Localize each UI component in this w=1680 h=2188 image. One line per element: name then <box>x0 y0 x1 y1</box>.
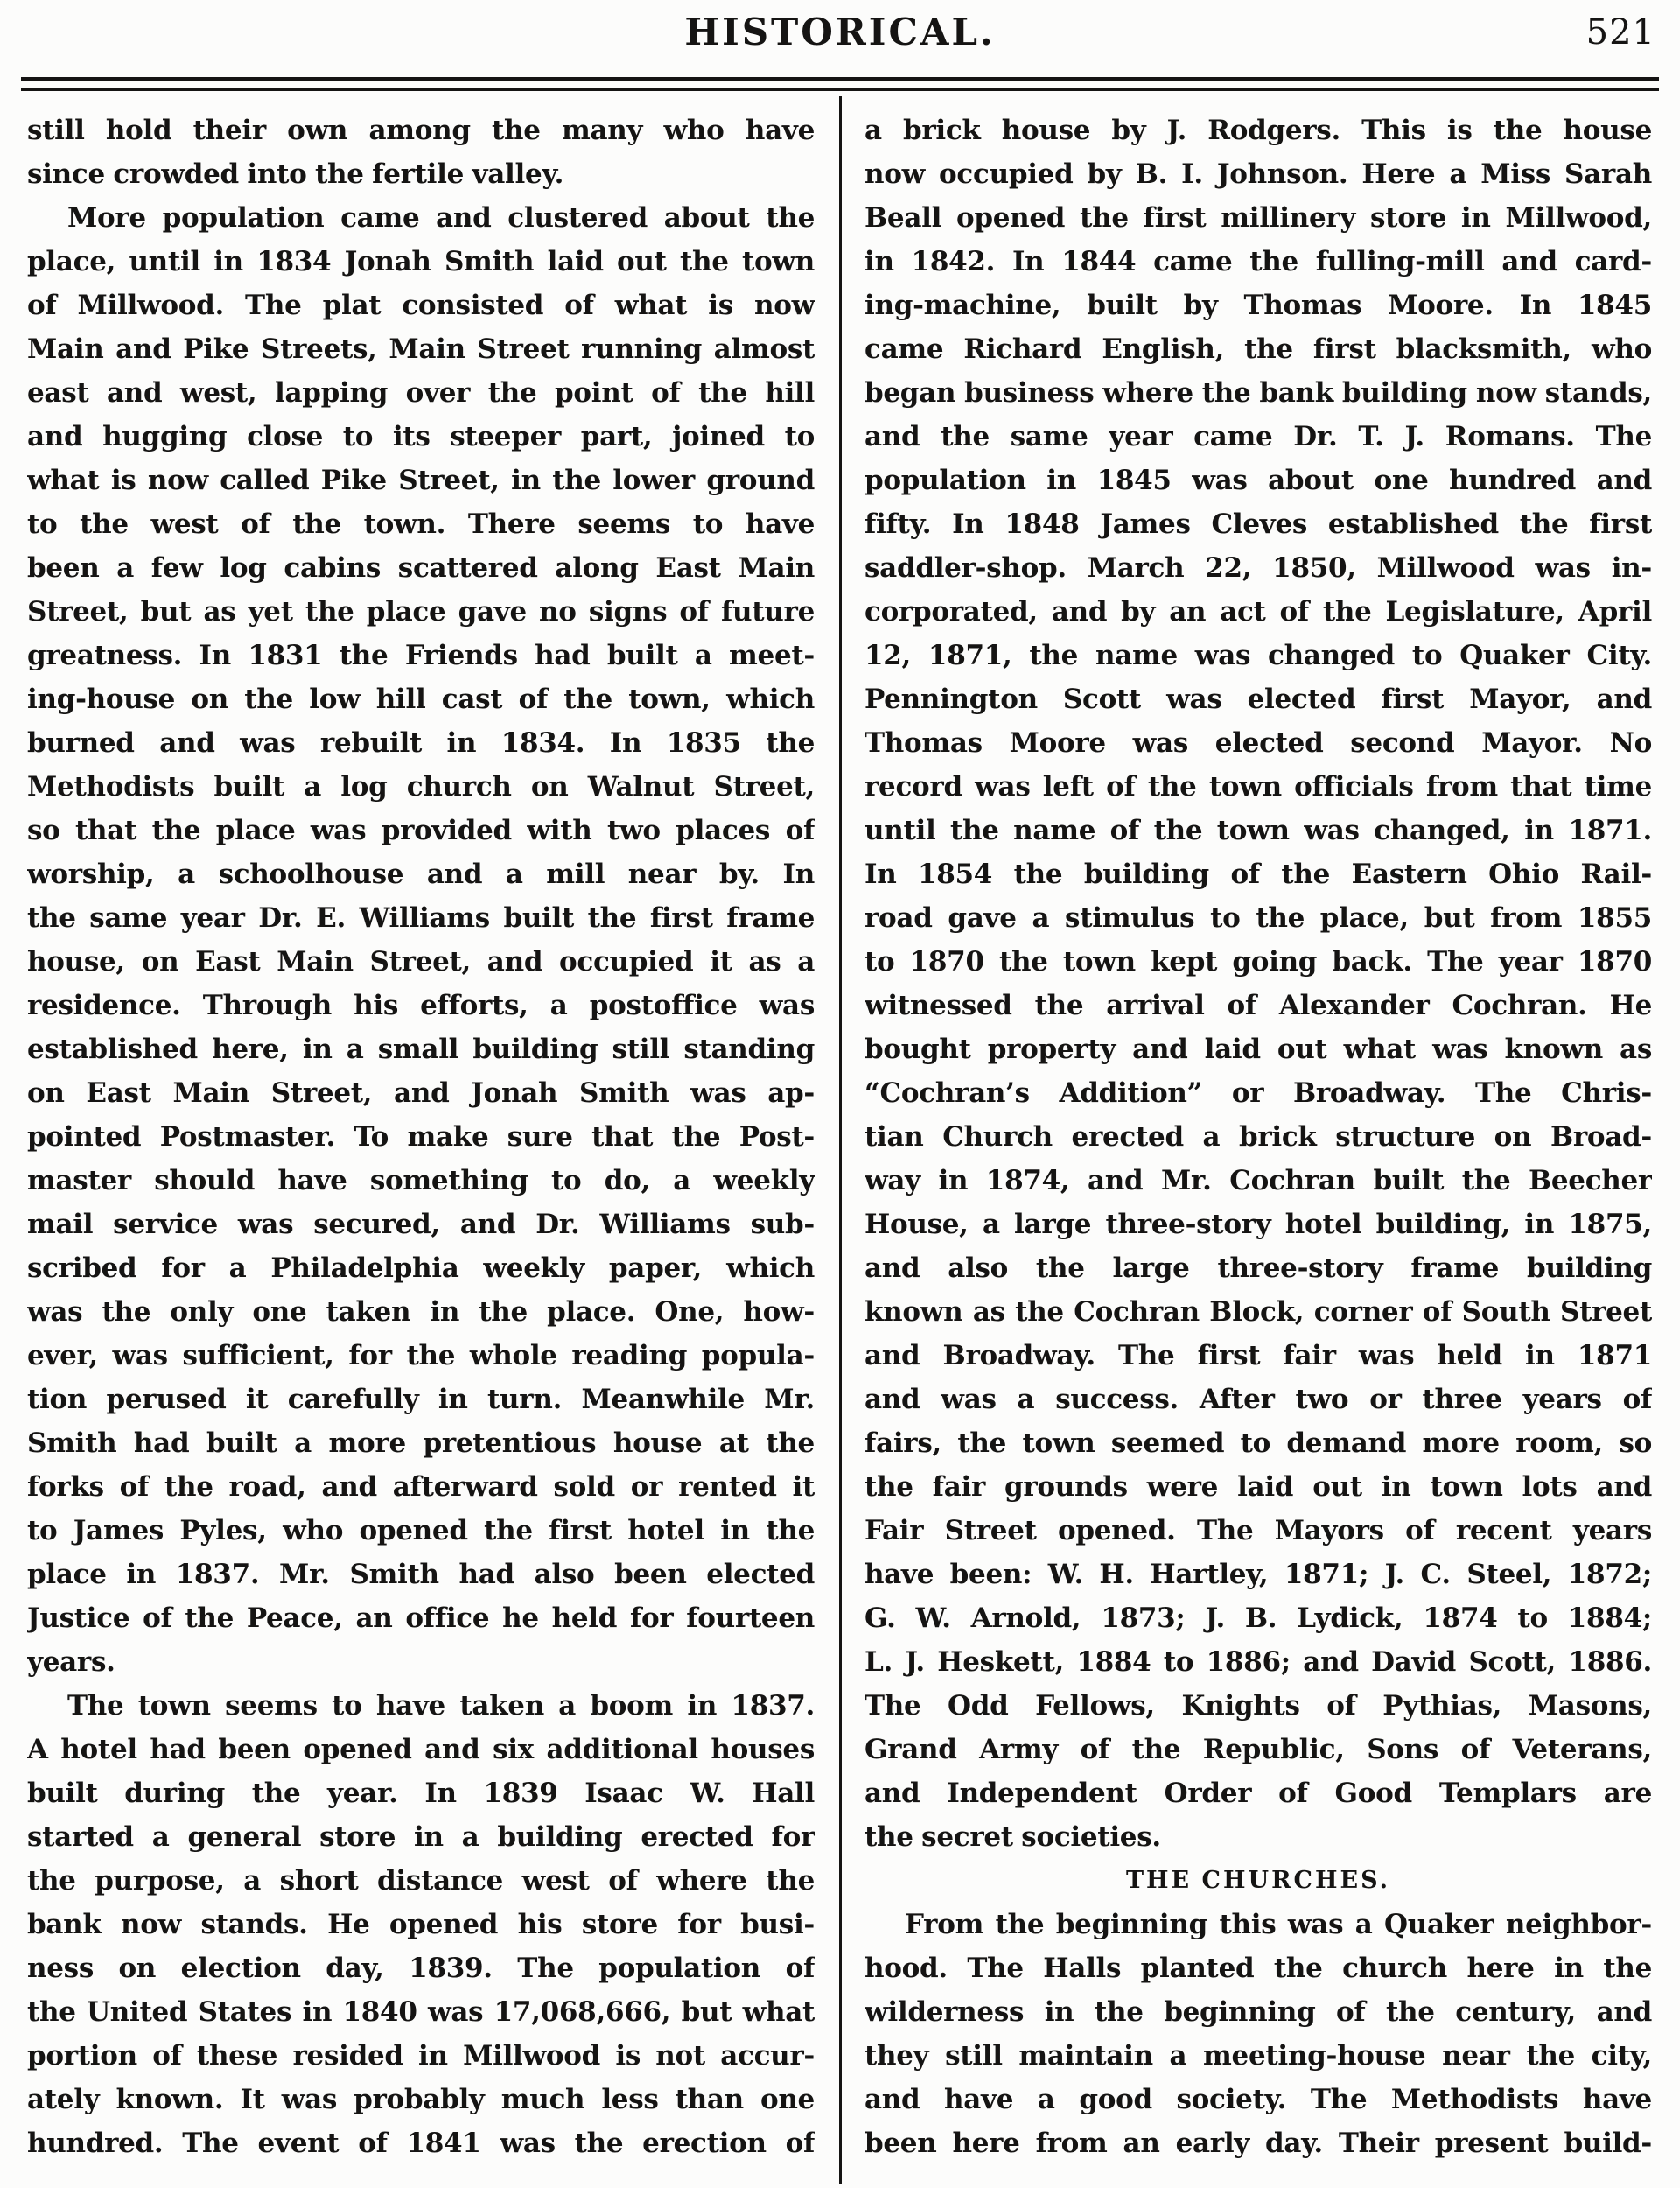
text-line: was the only one taken in the place. One, how- <box>27 1296 815 1328</box>
text-line: fifty. In 1848 James Cleves established the first <box>864 508 1652 540</box>
text-line: a brick house by J. Rodgers. This is the house <box>864 115 1652 146</box>
text-line: began business where the bank building now stands, <box>864 377 1652 409</box>
text-line: The town seems to have taken a boom in 1837. <box>67 1690 815 1722</box>
text-line: have been: W. H. Hartley, 1871; J. C. Steel, 1872; <box>864 1559 1652 1590</box>
text-line: ing-house on the low hill cast of the town, which <box>27 684 815 715</box>
right-column <box>864 109 1652 2165</box>
text-line: bought property and laid out what was known as <box>864 1034 1652 1065</box>
text-line: still hold their own among the many who have <box>27 115 815 146</box>
text-line: to 1870 the town kept going back. The year 1870 <box>864 946 1652 978</box>
text-line: been a few log cabins scattered along East Main <box>27 552 815 584</box>
left-column <box>27 109 815 2165</box>
text-line: G. W. Arnold, 1873; J. B. Lydick, 1874 to 1884; <box>864 1602 1652 1634</box>
text-line: fairs, the town seemed to demand more room, so <box>864 1427 1652 1459</box>
text-line: started a general store in a building erected for <box>27 1821 815 1853</box>
text-line: “Cochran’s Addition” or Broadway. The Chris- <box>864 1077 1652 1109</box>
text-line: ever, was sufficient, for the whole reading popula- <box>27 1340 815 1371</box>
text-line: In 1854 the building of the Eastern Ohio Rail- <box>864 859 1652 890</box>
column-divider-rule <box>839 96 842 2184</box>
text-line: road gave a stimulus to the place, but from 1855 <box>864 902 1652 934</box>
text-line: now occupied by B. I. Johnson. Here a Miss Sarah <box>864 158 1652 190</box>
page-header <box>0 11 1680 72</box>
text-line: witnessed the arrival of Alexander Cochran. He <box>864 990 1652 1021</box>
text-line: record was left of the town officials from that time <box>864 771 1652 803</box>
text-line: and hugging close to its steeper part, joined to <box>27 421 815 452</box>
text-line: to James Pyles, who opened the first hotel in the <box>27 1515 815 1546</box>
text-line: the secret societies. <box>864 1821 1161 1853</box>
text-line: came Richard English, the first blacksmith, who <box>864 333 1652 365</box>
text-line: ately known. It was probably much less than one <box>27 2084 815 2115</box>
text-line: saddler-shop. March 22, 1850, Millwood was in- <box>864 552 1652 584</box>
text-line: way in 1874, and Mr. Cochran built the Beecher <box>864 1165 1652 1196</box>
text-line: portion of these resided in Millwood is not accur- <box>27 2040 815 2072</box>
text-line: House, a large three-story hotel building, in 1875, <box>864 1209 1652 1240</box>
text-line: scribed for a Philadelphia weekly paper, which <box>27 1252 815 1284</box>
text-line: place, until in 1834 Jonah Smith laid out the town <box>27 246 815 277</box>
text-line: east and west, lapping over the point of the hill <box>27 377 815 409</box>
text-line: established here, in a small building still standing <box>27 1034 815 1065</box>
text-line: the United States in 1840 was 17,068,666, but what <box>27 1996 815 2028</box>
text-line: Thomas Moore was elected second Mayor. No <box>864 727 1652 759</box>
text-line: wilderness in the beginning of the century, and <box>864 1996 1652 2028</box>
text-line: residence. Through his efforts, a postoffice was <box>27 990 815 1021</box>
text-line: forks of the road, and afterward sold or rented it <box>27 1471 815 1503</box>
text-line: what is now called Pike Street, in the lower ground <box>27 465 815 496</box>
text-line: so that the place was provided with two places of <box>27 815 815 846</box>
text-line: in 1842. In 1844 came the fulling-mill and card- <box>864 246 1652 277</box>
text-line: THE CHURCHES. <box>1125 1867 1391 1894</box>
text-line: the fair grounds were laid out in town lots and <box>864 1471 1652 1503</box>
text-line: ing-machine, built by Thomas Moore. In 1845 <box>864 290 1652 321</box>
running-title: HISTORICAL. <box>684 11 996 53</box>
text-line: worship, a schoolhouse and a mill near by. In <box>27 859 815 890</box>
text-line: mail service was secured, and Dr. Williams sub- <box>27 1209 815 1240</box>
text-line: bank now stands. He opened his store for busi- <box>27 1909 815 1940</box>
text-line: and the same year came Dr. T. J. Romans. The <box>864 421 1652 452</box>
text-line: population in 1845 was about one hundred and <box>864 465 1652 496</box>
text-line: the purpose, a short distance west of where the <box>27 1865 815 1897</box>
text-line: tian Church erected a brick structure on Broad- <box>864 1121 1652 1153</box>
header-rule <box>21 77 1659 91</box>
text-line: The Odd Fellows, Knights of Pythias, Masons, <box>864 1690 1652 1722</box>
text-line: Fair Street opened. The Mayors of recent years <box>864 1515 1652 1546</box>
text-line: years. <box>27 1646 116 1678</box>
text-line: A hotel had been opened and six additional houses <box>27 1734 815 1765</box>
text-line: built during the year. In 1839 Isaac W. Hall <box>27 1778 815 1809</box>
text-line: until the name of the town was changed, in 1871. <box>864 815 1652 846</box>
text-line: on East Main Street, and Jonah Smith was ap- <box>27 1077 815 1109</box>
text-line: Beall opened the first millinery store in Millwood, <box>864 202 1652 234</box>
text-line: Smith had built a more pretentious house at the <box>27 1427 815 1459</box>
text-line: pointed Postmaster. To make sure that the Post- <box>27 1121 815 1153</box>
page-number: 521 <box>1586 12 1656 53</box>
text-line: Methodists built a log church on Walnut Street, <box>27 771 815 803</box>
text-line: hood. The Halls planted the church here in the <box>864 1953 1652 1984</box>
text-line: and Broadway. The first fair was held in 1871 <box>864 1340 1652 1371</box>
text-line: been here from an early day. Their present build- <box>864 2128 1652 2159</box>
text-line: since crowded into the fertile valley. <box>27 158 564 190</box>
text-line: and also the large three-story frame building <box>864 1252 1652 1284</box>
text-line: ness on election day, 1839. The population of <box>27 1953 815 1984</box>
text-line: and have a good society. The Methodists have <box>864 2084 1652 2115</box>
text-line: Main and Pike Streets, Main Street running almost <box>27 333 815 365</box>
text-line: known as the Cochran Block, corner of South Street <box>864 1296 1652 1328</box>
text-line: they still maintain a meeting-house near the city, <box>864 2040 1652 2072</box>
text-line: 12, 1871, the name was changed to Quaker City. <box>864 640 1652 671</box>
text-line: master should have something to do, a weekly <box>27 1165 815 1196</box>
text-line: tion perused it carefully in turn. Meanwhile Mr. <box>27 1384 815 1415</box>
text-line: Street, but as yet the place gave no signs of future <box>27 596 815 628</box>
text-line: to the west of the town. There seems to have <box>27 508 815 540</box>
text-line: Grand Army of the Republic, Sons of Veterans, <box>864 1734 1652 1765</box>
text-line: L. J. Heskett, 1884 to 1886; and David Scott, 1886. <box>864 1646 1652 1678</box>
text-line: house, on East Main Street, and occupied it as a <box>27 946 815 978</box>
text-line: More population came and clustered about the <box>67 202 815 234</box>
text-line: From the beginning this was a Quaker neighbor- <box>905 1909 1652 1940</box>
text-line: burned and was rebuilt in 1834. In 1835 the <box>27 727 815 759</box>
text-line: the same year Dr. E. Williams built the first frame <box>27 902 815 934</box>
text-line: place in 1837. Mr. Smith had also been elected <box>27 1559 815 1590</box>
text-line: greatness. In 1831 the Friends had built a meet- <box>27 640 815 671</box>
text-line: Justice of the Peace, an office he held for fourteen <box>27 1602 815 1634</box>
text-line: and Independent Order of Good Templars are <box>864 1778 1652 1809</box>
text-line: corporated, and by an act of the Legislature, April <box>864 596 1652 628</box>
text-line: hundred. The event of 1841 was the erection of <box>27 2128 815 2159</box>
text-line: of Millwood. The plat consisted of what is now <box>27 290 815 321</box>
text-line: Pennington Scott was elected first Mayor, and <box>864 684 1652 715</box>
text-line: and was a success. After two or three years of <box>864 1384 1652 1415</box>
